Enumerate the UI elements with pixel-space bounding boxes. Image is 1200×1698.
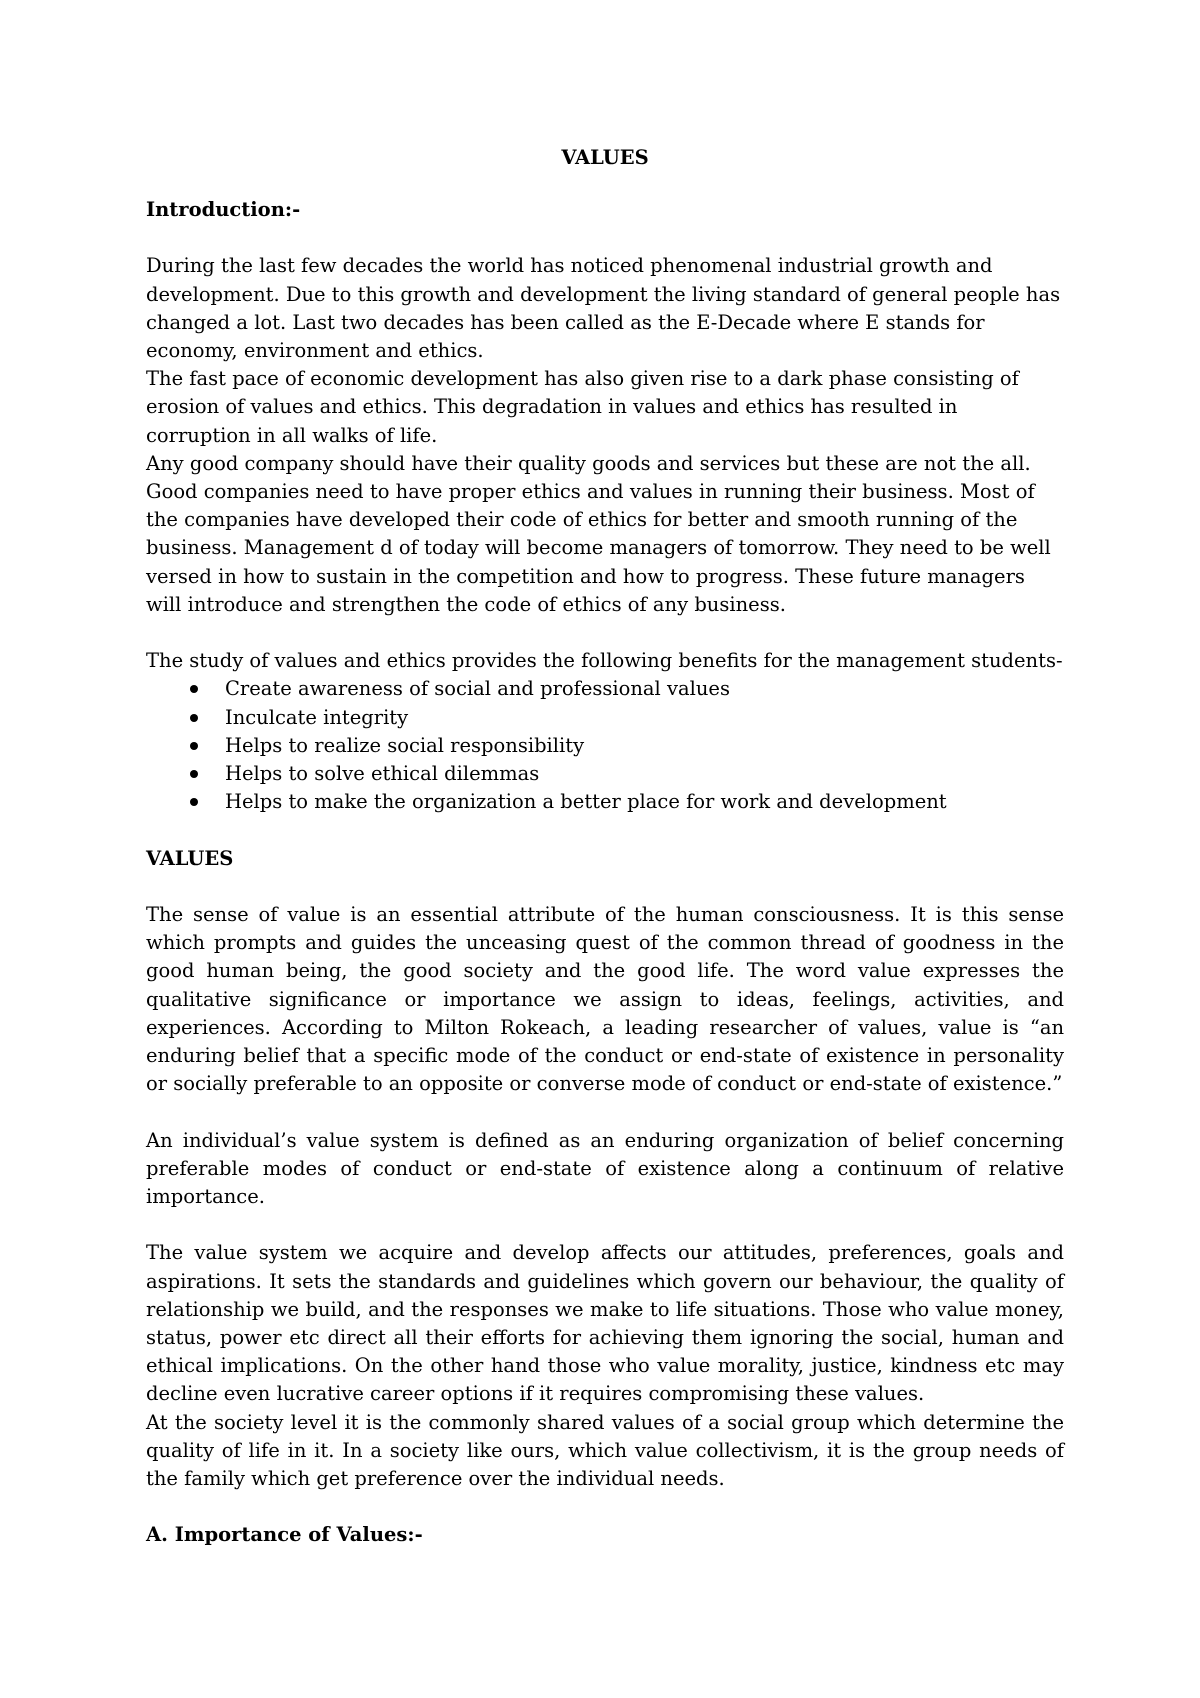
introduction-heading: Introduction:-	[146, 198, 301, 221]
list-item-text: Helps to realize social responsibility	[225, 733, 585, 757]
bullet-icon	[190, 742, 198, 750]
values-paragraph: The value system we acquire and develop affects our attitudes, preferences, goals and aspirations. It sets the standards and guidelines which govern our behaviour, the quality of relationship we build, and the responses we make to life situations. Those who value money, status, power etc direct all their efforts for achieving them ignoring the social, human and ethical implications. On the other hand those who value morality, justice, kindness etc may decline even lucrative career options if it requires compromising these values.	[146, 1241, 1064, 1406]
benefits-list	[146, 675, 1064, 816]
bullet-icon	[190, 685, 198, 693]
list-item-text: Helps to solve ethical dilemmas	[225, 762, 540, 786]
importance-heading: A. Importance of Values:-	[146, 1523, 423, 1547]
bullet-icon	[190, 798, 198, 806]
list-item	[146, 704, 1064, 732]
values-heading: VALUES	[146, 846, 234, 870]
list-item	[146, 675, 1064, 703]
list-item-text: Helps to make the organization a better place for work and development	[225, 790, 947, 814]
benefits-intro: The study of values and ethics provides the following benefits for the management students-	[146, 649, 1063, 673]
list-item-text: Create awareness of social and professional values	[225, 677, 730, 701]
intro-paragraph: During the last few decades the world has noticed phenomenal industrial growth and development. Due to this growth and development the living standard of general people has changed a lot. Last two decades has been called as the E-Decade where E stands for economy, environment and ethics.	[146, 254, 1061, 362]
values-paragraph: An individual’s value system is defined as an enduring organization of belief concerning preferable modes of conduct or end-state of existence along a continuum of relative importance.	[146, 1128, 1064, 1209]
list-item	[146, 732, 1064, 760]
intro-paragraph: The fast pace of economic development has also given rise to a dark phase consisting of erosion of values and ethics. This degradation in values and ethics has resulted in corruption in all walks of life.	[146, 367, 1019, 447]
spacer	[146, 1098, 1064, 1126]
values-paragraph: At the society level it is the commonly shared values of a social group which determine the quality of life in it. In a society like ours, which value collectivism, it is the group needs of the family which get preference over the individual needs.	[146, 1410, 1064, 1491]
spacer	[146, 873, 1064, 901]
bullet-icon	[190, 770, 198, 778]
spacer	[146, 224, 1064, 252]
document-title: VALUES	[561, 146, 649, 169]
document-body	[146, 144, 1064, 1550]
list-item-text: Inculcate integrity	[225, 705, 409, 729]
spacer	[146, 619, 1064, 647]
intro-paragraph: Any good company should have their quality goods and services but these are not the all. Good companies need to have proper ethics and values in running their business. Most of the companies have developed their code of ethics for better and smooth running of the business. Management d of today will become managers of tomorrow. They need to be well versed in how to sustain in the competition and how to progress. These future managers will introduce and strengthen the code of ethics of any business.	[146, 451, 1051, 616]
list-item	[146, 760, 1064, 788]
bullet-icon	[190, 714, 198, 722]
spacer	[146, 816, 1064, 844]
spacer	[146, 1493, 1064, 1521]
values-paragraph: The sense of value is an essential attribute of the human consciousness. It is this sense which prompts and guides the unceasing quest of the common thread of goodness in the good human being, the good society and the good life. The word value expresses the qualitative significance or importance we assign to ideas, feelings, activities, and experiences. According to Milton Rokeach, a leading researcher of values, value is “an enduring belief that a specific mode of the conduct or end-state of existence in personality or socially preferable to an opposite or converse mode of conduct or end-state of existence.”	[146, 903, 1064, 1096]
spacer	[146, 1211, 1064, 1239]
list-item	[146, 788, 1064, 816]
